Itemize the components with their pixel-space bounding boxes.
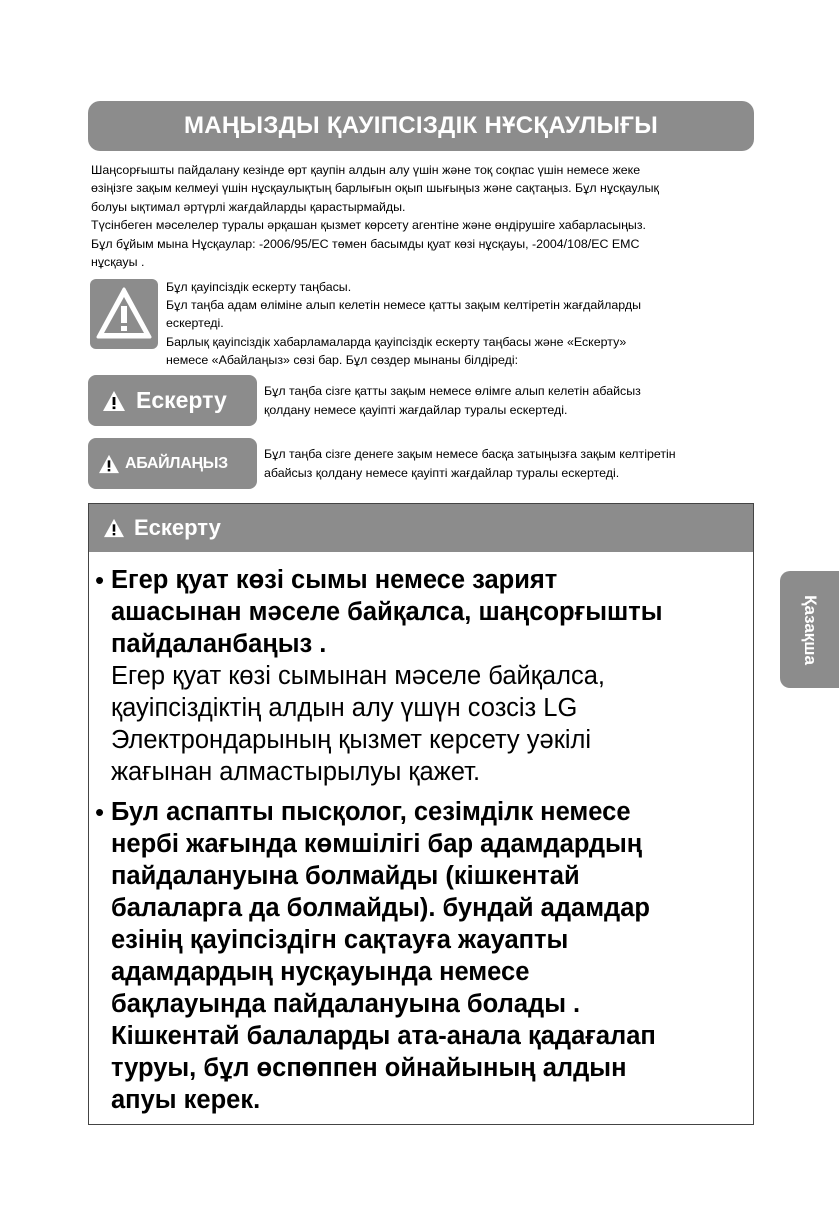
- symbol-line: Барлық қауіпсіздік хабарламаларда қауіпсіздік ескерту таңбасы және «Ескерту»: [166, 334, 627, 349]
- page-title-bar: [88, 101, 754, 151]
- warning-panel-header: [89, 504, 753, 552]
- caution-badge-description: [264, 445, 759, 482]
- warning-text-line: жағынан алмастырылуы қажет.: [111, 758, 481, 786]
- warning-bold-line: пайдаланбаңыз .: [111, 630, 327, 658]
- warning-bold-line: Егер қуат көзі сымы немесе зарият: [111, 566, 558, 594]
- language-tab[interactable]: [780, 571, 839, 688]
- warning-panel-title: Ескерту: [134, 515, 221, 540]
- page-title: МАҢЫЗДЫ ҚАУІПСІЗДІК НҰСҚАУЛЫҒЫ: [183, 112, 658, 139]
- warning-text-line: қауіпсіздіктің алдын алу үшүн созсіз LG: [111, 694, 578, 722]
- intro-line: Шаңсорғышты пайдалану кезінде өрт қаупін алдын алу үшін және тоқ соқпас үшін немесе жеке: [91, 163, 641, 177]
- warning-bold-line: бақлауында пайдалануына болады .: [111, 990, 581, 1018]
- bullet-icon: •: [95, 797, 105, 827]
- intro-line: нұсқауы .: [91, 255, 145, 270]
- warning-triangle-icon: [94, 284, 154, 344]
- warning-badge-label: Ескерту: [136, 387, 227, 413]
- intro-line: болуы ықтимал әртүрлі жағдайларды қарастырмайды.: [91, 199, 406, 214]
- intro-line: өзіңізге зақым келмеуі үшін нұсқаулықтың барлығын оқып шығыңыз және сақтаңыз. Бұл нұсқаулық: [91, 181, 659, 196]
- intro-line: Түсінбеген мәселелер туралы әрқашан қызмет көрсету агентіне және өндірушіге хабарласыңыз.: [91, 218, 646, 233]
- warning-badge: [88, 375, 257, 426]
- warning-text-line: Егер қуат көзі сымынан мәселе байқалса,: [111, 662, 605, 690]
- description-line: Бұл таңба сізге қатты зақым немесе өлімге алып келетін абайсыз: [264, 384, 641, 398]
- intro-line: Бұл бұйым мына Нұсқаулар: -2006/95/EC төмен басымды қуат көзі нұсқауы, -2004/108/EC EMC: [91, 236, 640, 251]
- symbol-line: Бұл таңба адам өліміне алып келетін немесе қатты зақым келтіретін жағдайларды: [166, 298, 642, 313]
- warning-bold-line: Кішкентай балаларды ата-анала қадағалап: [111, 1022, 656, 1050]
- warning-bold-line: адамдардың нусқауында немесе: [111, 958, 530, 986]
- description-line: абайсыз қолдану немесе қауіпті жағдайлар туралы ескертеді.: [264, 465, 620, 480]
- description-line: Бұл таңба сізге денеге зақым немесе басқа затыңызға зақым келтіретін: [264, 447, 676, 461]
- symbol-line: ескертеді.: [166, 316, 224, 331]
- warning-bold-line: нербі жағында көмшілігі бар адамдардың: [111, 830, 643, 858]
- symbol-explanation: [166, 278, 756, 369]
- intro-text: [91, 161, 759, 271]
- warning-bold-line: пайдалануына болмайды (кішкентай: [111, 862, 580, 890]
- caution-badge: [88, 438, 257, 489]
- warning-bold-line: езінің қауіпсіздігн сақтауға жауапты: [111, 926, 569, 954]
- warning-list: [89, 552, 753, 1116]
- warning-triangle-icon: [103, 518, 125, 538]
- symbol-line: немесе «Абайлаңыз» сөзі бар. Бұл сөздер мынаны білдіреді:: [166, 352, 519, 367]
- list-item: [89, 564, 747, 788]
- warning-triangle-icon: [102, 390, 126, 412]
- warning-bold-line: апуы керек.: [111, 1086, 261, 1114]
- warning-triangle-icon: [98, 454, 120, 474]
- warning-bold-line: балаларга да болмайды). бундай адамдар: [111, 894, 650, 922]
- warning-bold-line: туруы, бұл өспөппен ойнайының алдын: [111, 1054, 627, 1082]
- warning-text-line: Электрондарының қызмет керсету уәкілі: [111, 726, 592, 754]
- warning-bold-line: ашасынан мәселе байқалса, шаңсорғышты: [111, 598, 663, 626]
- description-line: қолдану немесе қауіпті жағдайлар туралы ескертеді.: [264, 402, 568, 417]
- caution-badge-label: АБАЙЛАҢЫЗ: [125, 454, 228, 472]
- warning-bold-line: Бул аспапты пысқолог, сезімділк немесе: [111, 798, 631, 826]
- symbol-line: Бұл қауіпсіздік ескерту таңбасы.: [166, 280, 352, 294]
- safety-alert-symbol: [90, 279, 158, 349]
- warning-badge-description: [264, 382, 759, 419]
- bullet-icon: •: [95, 565, 105, 595]
- language-tab-label: Қазақша: [800, 594, 820, 665]
- list-item: [89, 796, 747, 1116]
- warning-panel: [88, 503, 754, 1125]
